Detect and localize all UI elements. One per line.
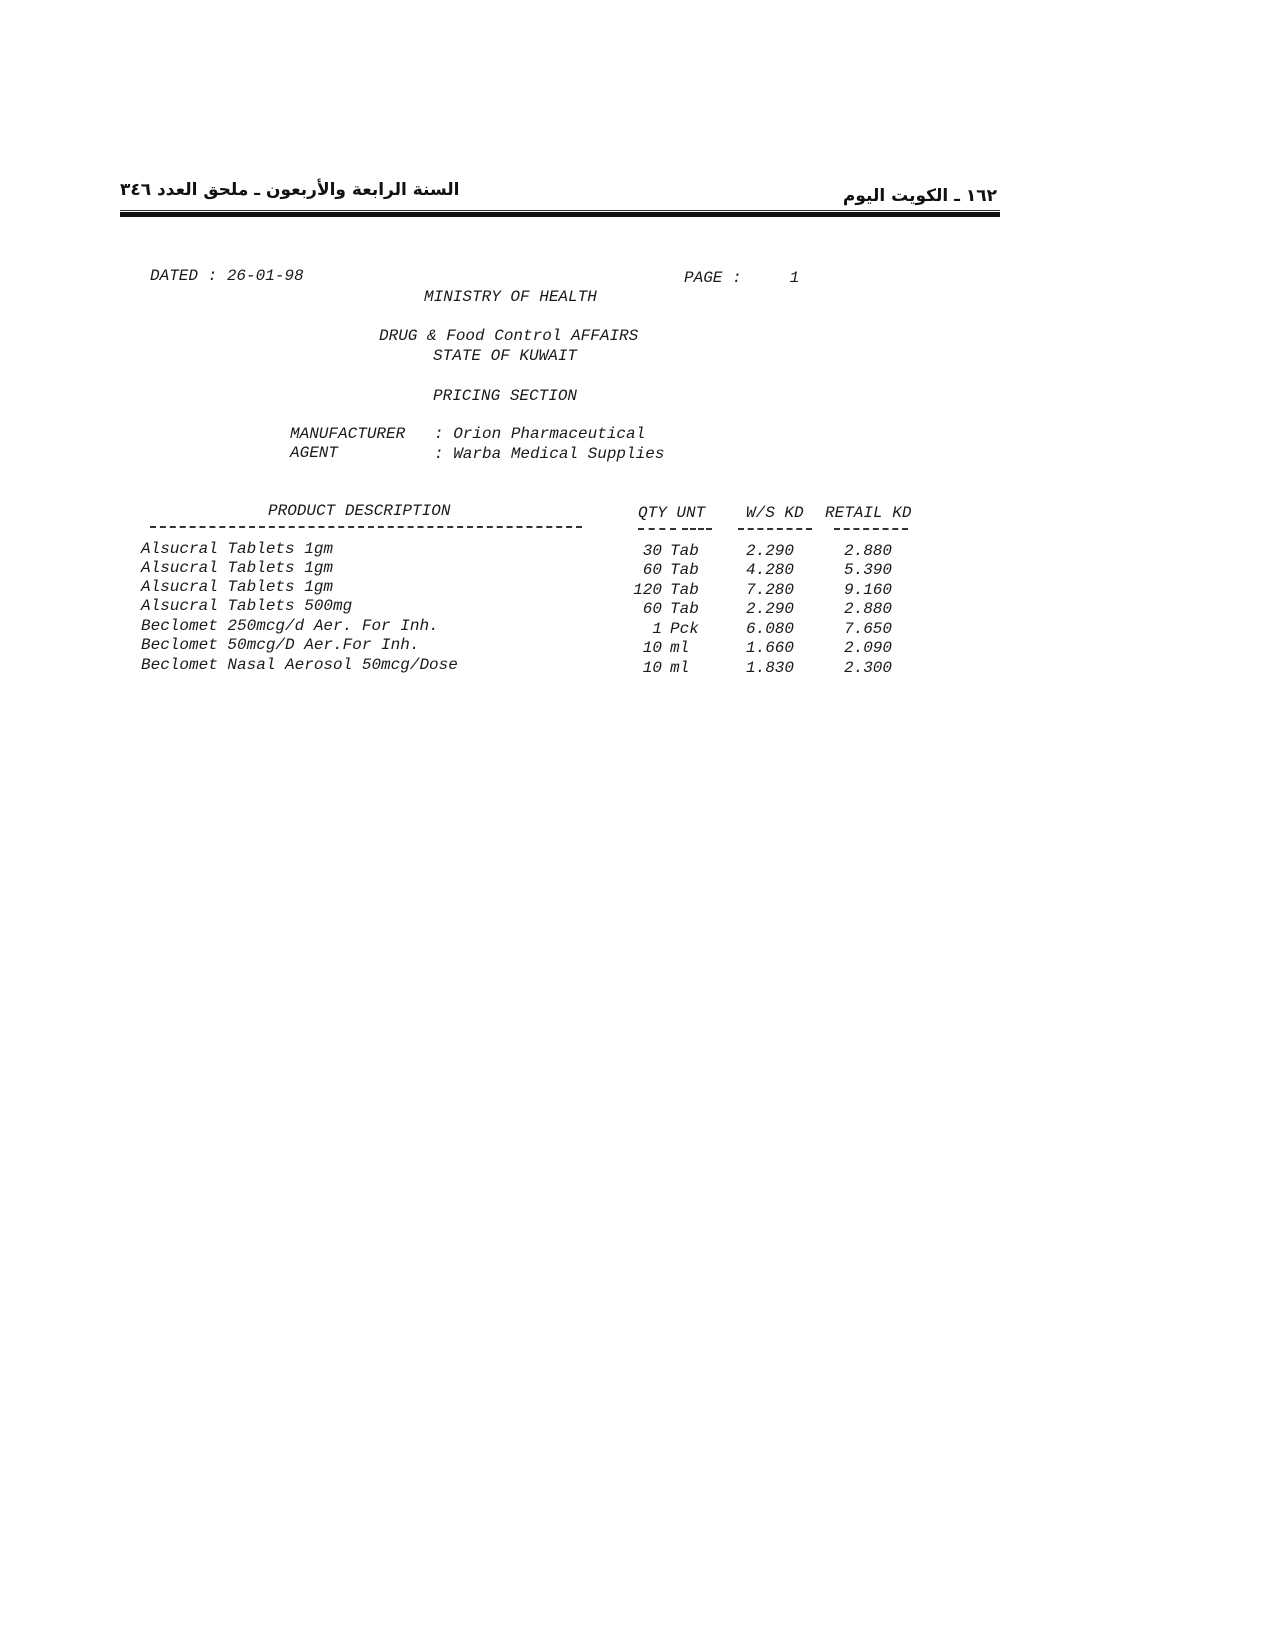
row-description: Alsucral Tablets 500mg — [141, 597, 353, 615]
report-state: STATE OF KUWAIT — [433, 347, 578, 365]
row-description: Beclomet 50mcg/D Aer.For Inh. — [141, 636, 420, 654]
report-ministry: MINISTRY OF HEALTH — [424, 288, 597, 306]
row-ws-price: 1.660 — [746, 639, 795, 657]
divider-unit — [682, 528, 712, 530]
row-unit: Tab — [670, 600, 699, 618]
report-department: DRUG & Food Control AFFAIRS — [379, 327, 639, 345]
row-qty: 120 — [633, 581, 662, 599]
header-rule-thin — [120, 210, 1000, 211]
manufacturer-value: : Orion Pharmaceutical — [434, 425, 646, 443]
agent-value: : Warba Medical Supplies — [434, 445, 665, 463]
row-qty: 1 — [652, 620, 662, 638]
row-retail-price: 5.390 — [844, 561, 893, 579]
agent-label: AGENT — [290, 444, 339, 462]
row-ws-price: 2.290 — [746, 542, 795, 560]
row-qty: 10 — [642, 659, 662, 677]
row-unit: ml — [670, 639, 690, 657]
gazette-issue-label: السنة الرابعة والأربعون ـ ملحق العدد ٣٤٦ — [120, 180, 460, 200]
row-unit: Tab — [670, 542, 699, 560]
row-description: Alsucral Tablets 1gm — [141, 540, 334, 558]
row-retail-price: 2.880 — [844, 542, 893, 560]
gazette-page-label: ١٦٢ ـ الكويت اليوم — [842, 186, 997, 206]
header-rule-thick — [120, 212, 1000, 217]
header-product-description: PRODUCT DESCRIPTION — [268, 502, 451, 520]
row-unit: Tab — [670, 561, 699, 579]
row-retail-price: 2.090 — [844, 639, 893, 657]
manufacturer-label: MANUFACTURER — [290, 425, 406, 443]
report-page-number: PAGE : 1 — [684, 269, 800, 287]
row-unit: Tab — [670, 581, 699, 599]
header-ws-kd: W/S KD — [746, 504, 804, 522]
report-date: DATED : 26-01-98 — [150, 267, 304, 285]
row-description: Alsucral Tablets 1gm — [141, 578, 334, 596]
divider-retail — [834, 528, 908, 530]
row-retail-price: 7.650 — [844, 620, 893, 638]
row-description: Alsucral Tablets 1gm — [141, 559, 334, 577]
row-qty: 30 — [642, 542, 662, 560]
row-description: Beclomet 250mcg/d Aer. For Inh. — [141, 617, 439, 635]
row-ws-price: 7.280 — [746, 581, 795, 599]
row-ws-price: 4.280 — [746, 561, 795, 579]
report-section: PRICING SECTION — [433, 387, 578, 405]
row-unit: Pck — [670, 620, 699, 638]
row-ws-price: 6.080 — [746, 620, 795, 638]
row-retail-price: 9.160 — [844, 581, 893, 599]
header-qty-unit: QTY UNT — [638, 504, 706, 522]
row-description: Beclomet Nasal Aerosol 50mcg/Dose — [141, 656, 458, 674]
row-retail-price: 2.880 — [844, 600, 893, 618]
divider-description — [150, 526, 582, 528]
row-qty: 10 — [642, 639, 662, 657]
divider-qty — [638, 528, 676, 530]
row-ws-price: 2.290 — [746, 600, 795, 618]
divider-ws — [738, 528, 812, 530]
row-ws-price: 1.830 — [746, 659, 795, 677]
row-qty: 60 — [642, 561, 662, 579]
row-retail-price: 2.300 — [844, 659, 893, 677]
header-retail-kd: RETAIL KD — [825, 504, 912, 522]
row-qty: 60 — [642, 600, 662, 618]
row-unit: ml — [670, 659, 690, 677]
